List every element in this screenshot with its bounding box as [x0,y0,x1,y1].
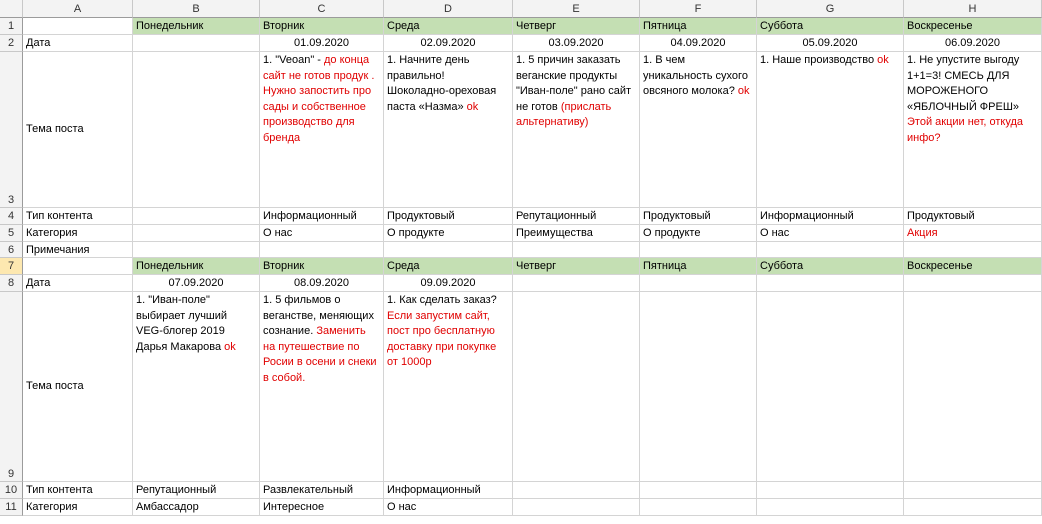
sheet-row-9 [0,292,1042,482]
cell-e5[interactable]: Преимущества [513,225,640,242]
cell-h7[interactable]: Воскресенье [904,258,1042,275]
cell-g9[interactable] [757,292,904,482]
column-header-f[interactable]: F [640,0,757,18]
cell-b8[interactable]: 07.09.2020 [133,275,260,292]
sheet-row-8 [0,275,1042,292]
cell-c4[interactable]: Информационный [260,208,384,225]
cell-a5[interactable]: Категория [23,225,133,242]
cell-g5[interactable]: О нас [757,225,904,242]
row-header-6[interactable]: 6 [0,242,23,258]
row-header-1[interactable]: 1 [0,18,23,35]
cell-b5[interactable] [133,225,260,242]
cell-post-text: 1. Наше производство [760,54,878,66]
cell-c2[interactable]: 01.09.2020 [260,35,384,52]
cell-d2[interactable]: 02.09.2020 [384,35,513,52]
cell-b6[interactable] [133,242,260,258]
column-header-c[interactable]: C [260,0,384,18]
cell-post-text: 1. Не упустите выгоду 1+1=3! СМЕСЬ ДЛЯ МОРОЖЕНОГО «ЯБЛОЧНЫЙ ФРЕШ» [907,54,1020,113]
cell-c10[interactable]: Развлекательный [260,482,384,499]
cell-e10[interactable] [513,482,640,499]
cell-post-text: 1. "Veoan" - [263,54,325,66]
column-header-a[interactable]: A [23,0,133,18]
cell-comment-text: ok [737,85,750,98]
cell-h3[interactable] [904,52,1042,208]
cell-h2[interactable]: 06.09.2020 [904,35,1042,52]
cell-b11[interactable]: Амбассадор [133,499,260,516]
cell-g6[interactable] [757,242,904,258]
cell-f8[interactable] [640,275,757,292]
cell-g4[interactable]: Информационный [757,208,904,225]
select-all-corner[interactable] [0,0,23,18]
cell-a3[interactable]: Тема поста [23,52,133,208]
cell-post-text: 1. "Иван-поле" выбирает лучший VEG-блогер 2019 Дарья Макарова [136,294,228,353]
sheet-row-2 [0,35,1042,52]
cell-comment-text: Этой акции нет, откуда инфо? [907,116,1023,144]
cell-comment-text: ok [877,54,889,66]
cell-d9[interactable] [384,292,513,482]
cell-d7[interactable]: Среда [384,258,513,275]
cell-comment-text: до конца сайт не готов продук . Нужно запостить про сады и собственное производство для бренда [263,54,375,144]
cell-f11[interactable] [640,499,757,516]
cell-f10[interactable] [640,482,757,499]
cell-h1[interactable]: Воскресенье [904,18,1042,35]
cell-a9[interactable]: Тема поста [23,292,133,482]
cell-b2[interactable] [133,35,260,52]
cell-a11[interactable]: Категория [23,499,133,516]
cell-b3[interactable] [133,52,260,208]
cell-h4[interactable]: Продуктовый [904,208,1042,225]
cell-g2[interactable]: 05.09.2020 [757,35,904,52]
sheet-row-3 [0,52,1042,208]
cell-b9[interactable] [133,292,260,482]
column-header-d[interactable]: D [384,0,513,18]
column-header-e[interactable]: E [513,0,640,18]
cell-b7[interactable]: Понедельник [133,258,260,275]
sheet-row-6 [0,242,1042,258]
cell-g10[interactable] [757,482,904,499]
cell-a6[interactable]: Примечания [23,242,133,258]
cell-h8[interactable] [904,275,1042,292]
cell-g3[interactable] [757,52,904,208]
cell-c8[interactable]: 08.09.2020 [260,275,384,292]
cell-g11[interactable] [757,499,904,516]
cell-d6[interactable] [384,242,513,258]
cell-c5[interactable]: О нас [260,225,384,242]
cell-c1[interactable]: Вторник [260,18,384,35]
cell-f3[interactable] [640,52,757,208]
cell-f2[interactable]: 04.09.2020 [640,35,757,52]
cell-e4[interactable]: Репутационный [513,208,640,225]
row-header-2[interactable]: 2 [0,35,23,52]
cell-post-text: 1. Начните день правильно! Шоколадно-ореховая паста «Назма» [387,54,497,113]
cell-grid [0,18,1042,516]
cell-a7[interactable] [23,258,133,275]
cell-f4[interactable]: Продуктовый [640,208,757,225]
cell-comment-text: (прислать альтернативу) [516,100,612,129]
sheet-row-1 [0,18,1042,35]
cell-post-text: 1. Как сделать заказ? [387,294,497,306]
cell-a2[interactable]: Дата [23,35,133,52]
cell-e6[interactable] [513,242,640,258]
column-headers [0,0,1042,18]
cell-d4[interactable]: Продуктовый [384,208,513,225]
sheet-row-4 [0,208,1042,225]
cell-e2[interactable]: 03.09.2020 [513,35,640,52]
sheet-row-10 [0,482,1042,499]
cell-h9[interactable] [904,292,1042,482]
cell-g1[interactable]: Суббота [757,18,904,35]
cell-f7[interactable]: Пятница [640,258,757,275]
cell-comment-text: ok [224,340,236,353]
cell-g8[interactable] [757,275,904,292]
cell-e3[interactable] [513,52,640,208]
cell-d10[interactable]: Информационный [384,482,513,499]
row-header-7[interactable]: 7 [0,258,23,275]
cell-g7[interactable]: Суббота [757,258,904,275]
sheet-row-7 [0,258,1042,275]
cell-d3[interactable] [384,52,513,208]
cell-c9[interactable] [260,292,384,482]
cell-b1[interactable]: Понедельник [133,18,260,35]
cell-h6[interactable] [904,242,1042,258]
cell-e8[interactable] [513,275,640,292]
cell-d11[interactable]: О нас [384,499,513,516]
column-header-h[interactable]: H [904,0,1042,18]
cell-comment-text: Заменить на путешествие по Росии в осени и снеки в собой. [263,325,377,384]
row-header-11[interactable]: 11 [0,499,23,516]
cell-e9[interactable] [513,292,640,482]
cell-c6[interactable] [260,242,384,258]
cell-d1[interactable]: Среда [384,18,513,35]
cell-a8[interactable]: Дата [23,275,133,292]
sheet-row-5 [0,225,1042,242]
cell-f1[interactable]: Пятница [640,18,757,35]
row-header-4[interactable]: 4 [0,208,23,225]
cell-f5[interactable]: О продукте [640,225,757,242]
cell-f9[interactable] [640,292,757,482]
row-header-8[interactable]: 8 [0,275,23,292]
sheet-row-11 [0,499,1042,516]
cell-e7[interactable]: Четверг [513,258,640,275]
column-header-b[interactable]: B [133,0,260,18]
cell-post-text: 1. 5 фильмов о веганстве, меняющих сознание. [263,294,374,338]
cell-f6[interactable] [640,242,757,258]
column-header-g[interactable]: G [757,0,904,18]
cell-d5[interactable]: О продукте [384,225,513,242]
cell-comment-text: Если запустим сайт, пост про бесплатную доставку при покупке от 1000р [387,309,497,369]
cell-comment-text: ok [466,100,479,113]
cell-b4[interactable] [133,208,260,225]
row-header-3[interactable]: 3 [0,52,23,208]
cell-c11[interactable]: Интересное [260,499,384,516]
row-header-5[interactable]: 5 [0,225,23,242]
row-header-10[interactable]: 10 [0,482,23,499]
cell-h5[interactable]: Акция [904,225,1042,242]
cell-h11[interactable] [904,499,1042,516]
cell-c3[interactable] [260,52,384,208]
cell-a1[interactable] [23,18,133,35]
cell-post-text: 1. В чем уникальность сухого овсяного молока? [643,54,748,98]
cell-h10[interactable] [904,482,1042,499]
cell-post-text: 1. 5 причин заказать веганские продукты "Иван-поле" рано сайт не готов [516,54,632,113]
cell-e11[interactable] [513,499,640,516]
cell-a10[interactable]: Тип контента [23,482,133,499]
cell-d8[interactable]: 09.09.2020 [384,275,513,292]
cell-c7[interactable]: Вторник [260,258,384,275]
cell-a4[interactable]: Тип контента [23,208,133,225]
cell-e1[interactable]: Четверг [513,18,640,35]
row-header-9[interactable]: 9 [0,292,23,482]
cell-b10[interactable]: Репутационный [133,482,260,499]
